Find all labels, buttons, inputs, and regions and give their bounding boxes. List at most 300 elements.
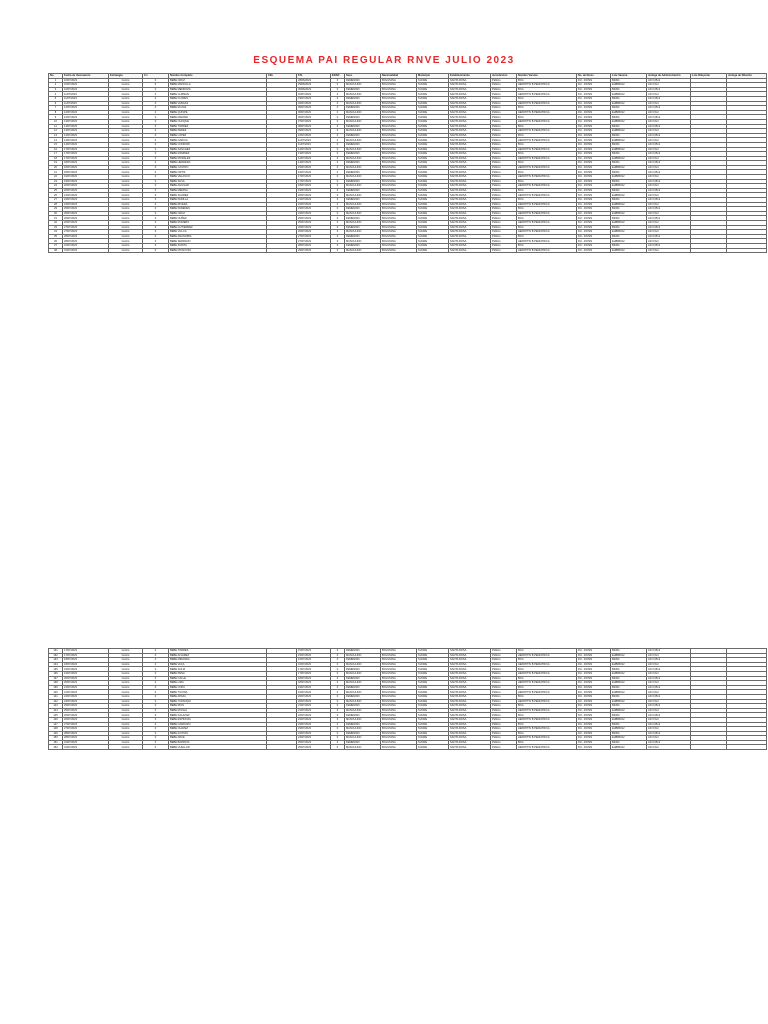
table-cell: 0 [331, 124, 345, 129]
table-cell: BOLIVIANA [381, 115, 417, 120]
table-cell: AD 0,05ml [647, 225, 691, 230]
table-cell: 0 [331, 207, 345, 212]
table-cell [267, 745, 297, 750]
table-cell: Centro [109, 216, 143, 221]
table-cell: DU - DOSIS [577, 658, 611, 663]
table-cell: BEBE CALLE [169, 676, 267, 681]
table-cell: 0 [143, 653, 169, 658]
table-cell: DU - DOSIS [577, 161, 611, 166]
table-cell: 14/07/2023 [63, 138, 109, 143]
table-cell: DU - DOSIS [577, 234, 611, 239]
table-cell: 0 [331, 110, 345, 115]
table-cell: SUCRE [417, 248, 449, 253]
table-cell: SANTA ROSA [449, 248, 491, 253]
table-cell: 08/07/2023 [297, 124, 331, 129]
table-cell: 0 [331, 225, 345, 230]
table-cell: BOLIVIANA [381, 230, 417, 235]
table-cell: 17/07/2023 [297, 179, 331, 184]
table-cell: MASCULINO [345, 193, 381, 198]
table-cell: MASCULINO [345, 699, 381, 704]
table-cell: BEBE HERRERA [169, 161, 267, 166]
table-cell: 0 [331, 106, 345, 111]
table-cell: BOLIVIANA [381, 225, 417, 230]
table-cell: SUCRE [417, 234, 449, 239]
table-cell: Centro [109, 147, 143, 152]
table-cell: B2304 [611, 649, 647, 654]
table-cell: BOLIVIANA [381, 731, 417, 736]
table-cell: 138 [49, 681, 63, 686]
table-cell: 18/07/2023 [63, 170, 109, 175]
table-cell: AD 0,5ml [647, 239, 691, 244]
table-cell: 19/07/2023 [63, 667, 109, 672]
table-cell: 23/07/2023 [297, 727, 331, 732]
table-cell: FEMENINO [345, 78, 381, 83]
table-cell: 17/07/2023 [297, 671, 331, 676]
table-cell: 18/07/2023 [297, 676, 331, 681]
table-cell: BEBE CONDORI [169, 142, 267, 147]
table-cell: Público [491, 193, 517, 198]
table-cell: AD 0,5ml [647, 202, 691, 207]
table-cell: BCG [517, 170, 577, 175]
table-cell: SANTA ROSA [449, 736, 491, 741]
table-cell: AD 0,5ml [647, 745, 691, 750]
table-cell: BOLIVIANA [381, 713, 417, 718]
table-cell: BEBE SALAZAR [169, 713, 267, 718]
table-cell: 16/07/2023 [297, 658, 331, 663]
table-cell: 24/07/2023 [297, 736, 331, 741]
table-cell: AD 0,05ml [647, 170, 691, 175]
table-cell: HEPATITIS B PEDIATRICA [517, 92, 577, 97]
table-cell: MASCULINO [345, 119, 381, 124]
table-cell: DU - DOSIS [577, 156, 611, 161]
table-cell: Público [491, 165, 517, 170]
table-cell: 0 [143, 207, 169, 212]
table-cell: 2 [49, 83, 63, 88]
table-cell: 24/07/2023 [63, 198, 109, 203]
table-cell: BEBE CARDOZO [169, 722, 267, 727]
table-cell: DU - DOSIS [577, 207, 611, 212]
table-row [49, 745, 767, 750]
column-header: Jurisdicción [491, 74, 517, 79]
table-cell: 0 [331, 708, 345, 713]
table-cell: BEBE ACOSTA [169, 731, 267, 736]
table-cell: BOLIVIANA [381, 124, 417, 129]
table-cell: 131 [49, 649, 63, 654]
table-cell: Centro [109, 101, 143, 106]
table-cell: 22 [49, 175, 63, 180]
table-cell: 0 [143, 216, 169, 221]
table-cell: SANTA ROSA [449, 690, 491, 695]
table-cell: Centro [109, 175, 143, 180]
table-cell: 148 [49, 727, 63, 732]
table-cell: MASCULINO [345, 129, 381, 134]
table-cell: SUCRE [417, 662, 449, 667]
table-cell: B2304 [611, 133, 647, 138]
table-cell: 13/07/2023 [297, 152, 331, 157]
table-cell: Público [491, 722, 517, 727]
table-cell: 0 [331, 662, 345, 667]
table-cell: SANTA ROSA [449, 727, 491, 732]
table-cell: HEPATITIS B PEDIATRICA [517, 221, 577, 226]
table-cell: DU - DOSIS [577, 694, 611, 699]
table-cell: 0 [143, 662, 169, 667]
table-cell: DU - DOSIS [577, 671, 611, 676]
table-cell: SUCRE [417, 129, 449, 134]
table-cell: BEBE CRUZ [169, 211, 267, 216]
table-cell: HEPATITIS B PEDIATRICA [517, 193, 577, 198]
table-cell: AD 0,05ml [647, 658, 691, 663]
table-cell: DU - DOSIS [577, 708, 611, 713]
table-cell: BOLIVIANA [381, 110, 417, 115]
table-cell: FEMENINO [345, 685, 381, 690]
table-cell: 25/07/2023 [297, 221, 331, 226]
table-cell: Centro [109, 106, 143, 111]
table-cell: BCG [517, 225, 577, 230]
table-cell: 149 [49, 731, 63, 736]
table-cell: HEPATITIS B PEDIATRICA [517, 138, 577, 143]
table-cell: BEBE SERRANO [169, 239, 267, 244]
table-cell: 36 [49, 239, 63, 244]
table-cell: SUCRE [417, 115, 449, 120]
table-cell: SANTA ROSA [449, 170, 491, 175]
table-cell: Centro [109, 110, 143, 115]
table-cell: 14/07/2023 [297, 156, 331, 161]
table-cell: MASCULINO [345, 138, 381, 143]
table-cell: B2304 [611, 124, 647, 129]
table-cell: AD 0,05ml [647, 179, 691, 184]
table-cell: 0 [331, 221, 345, 226]
table-cell: Centro [109, 243, 143, 248]
table-cell: BEBE ZURITA [169, 243, 267, 248]
table-cell: EHB80012 [611, 184, 647, 189]
table-cell: 10/07/2023 [63, 78, 109, 83]
table-cell: 12 [49, 129, 63, 134]
table-cell: BOLIVIANA [381, 179, 417, 184]
table-cell: Centro [109, 78, 143, 83]
table-cell: BOLIVIANA [381, 133, 417, 138]
table-cell: DU - DOSIS [577, 129, 611, 134]
table-cell: BEBE GUTIERREZ [169, 225, 267, 230]
table-cell: Centro [109, 87, 143, 92]
page-2 [0, 640, 768, 1024]
table-cell: BEBE PADILLA [169, 198, 267, 203]
table-cell: DU - DOSIS [577, 713, 611, 718]
table-cell: AD 0,05ml [647, 731, 691, 736]
table-cell: 0 [331, 736, 345, 741]
table-cell: 0 [331, 184, 345, 189]
table-cell: SUCRE [417, 740, 449, 745]
table-cell: 17/07/2023 [63, 156, 109, 161]
table-cell: 137 [49, 676, 63, 681]
table-cell: 37 [49, 243, 63, 248]
table-cell: Público [491, 129, 517, 134]
table-cell: 04/07/2023 [297, 101, 331, 106]
table-cell: HEPATITIS B PEDIATRICA [517, 211, 577, 216]
table-cell: 0 [331, 115, 345, 120]
table-cell: 24/07/2023 [63, 694, 109, 699]
table-cell: Centro [109, 165, 143, 170]
table-cell: 0 [331, 78, 345, 83]
table-cell: SUCRE [417, 161, 449, 166]
table-cell: EHB80012 [611, 239, 647, 244]
table-cell: 19/07/2023 [63, 671, 109, 676]
table-cell: EHB80012 [611, 138, 647, 143]
table-cell: 26 [49, 193, 63, 198]
table-cell: DU - DOSIS [577, 165, 611, 170]
table-cell: 0 [331, 681, 345, 686]
table-cell: BOLIVIANA [381, 193, 417, 198]
table-cell: HEPATITIS B PEDIATRICA [517, 165, 577, 170]
table-cell: Público [491, 92, 517, 97]
table-cell: FEMENINO [345, 152, 381, 157]
column-header: Jeringa de Dilución [727, 74, 767, 79]
table-cell: HEPATITIS B PEDIATRICA [517, 681, 577, 686]
table-cell: SUCRE [417, 699, 449, 704]
table-cell: SUCRE [417, 179, 449, 184]
table-cell: SANTA ROSA [449, 671, 491, 676]
table-cell: Centro [109, 170, 143, 175]
table-cell: SANTA ROSA [449, 175, 491, 180]
table-cell: 0 [331, 745, 345, 750]
table-cell: 5 [49, 96, 63, 101]
column-header: Lote Vacuna [611, 74, 647, 79]
table-cell: SANTA ROSA [449, 78, 491, 83]
table-cell: HEPATITIS B PEDIATRICA [517, 184, 577, 189]
table-cell: B2304 [611, 207, 647, 212]
table-cell: SUCRE [417, 106, 449, 111]
table-cell: DU - DOSIS [577, 78, 611, 83]
table-cell: BCG [517, 713, 577, 718]
table-cell: 31 [49, 216, 63, 221]
table-cell: BOLIVIANA [381, 667, 417, 672]
table-cell: 27/07/2023 [63, 225, 109, 230]
table-cell: B2304 [611, 170, 647, 175]
table-cell: HEPATITIS B PEDIATRICA [517, 727, 577, 732]
table-cell: FEMENINO [345, 106, 381, 111]
table-cell: AD 0,5ml [647, 717, 691, 722]
table-cell: FEMENINO [345, 722, 381, 727]
table-cell: SANTA ROSA [449, 92, 491, 97]
table-cell: BOLIVIANA [381, 239, 417, 244]
table-cell: 0 [143, 699, 169, 704]
table-cell: 19/07/2023 [63, 179, 109, 184]
table-cell: 18/07/2023 [63, 662, 109, 667]
table-cell: 0 [143, 225, 169, 230]
table-cell: 24/07/2023 [297, 731, 331, 736]
table-cell: MASCULINO [345, 202, 381, 207]
table-cell: Público [491, 142, 517, 147]
table-cell: BEBE GUZMAN [169, 92, 267, 97]
table-cell: 24/07/2023 [297, 211, 331, 216]
table-cell: BEBE SILVA [169, 179, 267, 184]
table-cell: Centro [109, 234, 143, 239]
table-cell: BEBE BARRIOS [169, 740, 267, 745]
table-cell: 17/07/2023 [297, 175, 331, 180]
table-cell: 0 [143, 184, 169, 189]
table-cell: BCG [517, 142, 577, 147]
table-cell: 0 [143, 239, 169, 244]
table-cell: 27/07/2023 [63, 727, 109, 732]
column-header: Nacionalidad [381, 74, 417, 79]
table-cell: Público [491, 699, 517, 704]
table-cell: Público [491, 188, 517, 193]
table-cell: 0 [331, 690, 345, 695]
table-cell: DU - DOSIS [577, 179, 611, 184]
table-cell: 11/07/2023 [63, 96, 109, 101]
table-cell: BCG [517, 658, 577, 663]
table-cell: BEBE VILLCA [169, 230, 267, 235]
table-cell: 0 [143, 731, 169, 736]
table-cell: FEMENINO [345, 704, 381, 709]
table-cell: 06/07/2023 [297, 115, 331, 120]
table-cell: DU - DOSIS [577, 87, 611, 92]
table-cell: DU - DOSIS [577, 685, 611, 690]
table-cell: 0 [143, 230, 169, 235]
table-cell: 0 [143, 147, 169, 152]
table-cell: Público [491, 161, 517, 166]
table-cell: SUCRE [417, 221, 449, 226]
table-cell: 26/07/2023 [63, 216, 109, 221]
table-cell: FEMENINO [345, 96, 381, 101]
table-cell: 31/07/2023 [63, 745, 109, 750]
table-cell: 25/07/2023 [297, 740, 331, 745]
table-cell: MASCULINO [345, 83, 381, 88]
table-cell: Centro [109, 230, 143, 235]
table-cell: SUCRE [417, 119, 449, 124]
table-cell: BOLIVIANA [381, 156, 417, 161]
table-cell: 27/07/2023 [297, 239, 331, 244]
table-cell: AD 0,5ml [647, 129, 691, 134]
table-cell: MASCULINO [345, 690, 381, 695]
table-cell: BOLIVIANA [381, 690, 417, 695]
table-cell: Público [491, 156, 517, 161]
table-cell: 6 [49, 101, 63, 106]
table-cell: SANTA ROSA [449, 662, 491, 667]
table-cell: 136 [49, 671, 63, 676]
table-cell: 13/07/2023 [63, 129, 109, 134]
table-cell: BEBE LOPEZ [169, 133, 267, 138]
table-cell: 18/07/2023 [63, 165, 109, 170]
table-cell: HEPATITIS B PEDIATRICA [517, 129, 577, 134]
table-cell: 32 [49, 221, 63, 226]
table-cell: 17/07/2023 [63, 147, 109, 152]
table-cell: BOLIVIANA [381, 147, 417, 152]
table-cell: Centro [109, 124, 143, 129]
table-cell: DU - DOSIS [577, 193, 611, 198]
table-cell: MASCULINO [345, 184, 381, 189]
table-cell: 15/07/2023 [297, 649, 331, 654]
table-cell: DU - DOSIS [577, 699, 611, 704]
table-cell: DU - DOSIS [577, 248, 611, 253]
table-cell: 24/07/2023 [63, 202, 109, 207]
table-cell: BEBE ARCE [169, 736, 267, 741]
table-cell: BOLIVIANA [381, 248, 417, 253]
column-header: Lote Diluyente [691, 74, 727, 79]
table-cell: 27 [49, 198, 63, 203]
table-cell: FEMENINO [345, 225, 381, 230]
table-cell: 144 [49, 708, 63, 713]
table-cell: 28/07/2023 [63, 234, 109, 239]
table-cell: 21/07/2023 [63, 193, 109, 198]
table-cell: HEPATITIS B PEDIATRICA [517, 708, 577, 713]
table-cell: 0 [143, 78, 169, 83]
table-cell: BCG [517, 124, 577, 129]
table-cell: 10 [49, 119, 63, 124]
table-cell: SANTA ROSA [449, 225, 491, 230]
table-cell: SUCRE [417, 198, 449, 203]
table-cell: 21/07/2023 [297, 198, 331, 203]
table-cell: MASCULINO [345, 175, 381, 180]
table-cell: MASCULINO [345, 101, 381, 106]
table-cell: 0 [143, 142, 169, 147]
table-cell: DU - DOSIS [577, 138, 611, 143]
table-cell: 26/07/2023 [63, 221, 109, 226]
table-cell: DU - DOSIS [577, 211, 611, 216]
table-cell: 0 [143, 188, 169, 193]
table-cell: Público [491, 106, 517, 111]
table-cell: SANTA ROSA [449, 110, 491, 115]
table-cell: 29/06/2023 [297, 83, 331, 88]
table-cell: Centro [109, 225, 143, 230]
table-cell: Público [491, 147, 517, 152]
table-cell: DU - DOSIS [577, 92, 611, 97]
table-cell: FEMENINO [345, 133, 381, 138]
table-cell: AD 0,5ml [647, 193, 691, 198]
table-cell: 12/07/2023 [63, 106, 109, 111]
table-cell: FEMENINO [345, 161, 381, 166]
table-cell: Público [491, 671, 517, 676]
table-cell: B2304 [611, 78, 647, 83]
table-cell: Público [491, 727, 517, 732]
table-cell: AD 0,05ml [647, 207, 691, 212]
table-cell: BEBE VELASCO [169, 175, 267, 180]
table-cell: 20/07/2023 [297, 193, 331, 198]
table-cell: 0 [331, 161, 345, 166]
table-cell: SUCRE [417, 147, 449, 152]
table-cell: HEPATITIS B PEDIATRICA [517, 699, 577, 704]
table-cell: BOLIVIANA [381, 161, 417, 166]
table-cell: 0 [143, 248, 169, 253]
table-cell: 17/07/2023 [297, 667, 331, 672]
table-cell: Centro [109, 138, 143, 143]
table-cell: MASCULINO [345, 662, 381, 667]
table-cell: 23 [49, 179, 63, 184]
table-cell: 0 [143, 110, 169, 115]
table-cell: AD 0,05ml [647, 133, 691, 138]
table-cell: 07/07/2023 [297, 119, 331, 124]
table-cell: EHB80012 [611, 681, 647, 686]
table-cell: Centro [109, 745, 143, 750]
table-cell: 0 [331, 156, 345, 161]
table-cell: SANTA ROSA [449, 156, 491, 161]
table-cell: 11/07/2023 [297, 138, 331, 143]
table-cell: SUCRE [417, 722, 449, 727]
table-cell: 25/07/2023 [63, 211, 109, 216]
column-header: Establecimiento [449, 74, 491, 79]
table-cell: SUCRE [417, 731, 449, 736]
table-cell: SANTA ROSA [449, 731, 491, 736]
table-cell: Público [491, 740, 517, 745]
table-cell: HEPATITIS B PEDIATRICA [517, 119, 577, 124]
table-cell: 18/07/2023 [297, 681, 331, 686]
table-cell: AD 0,05ml [647, 115, 691, 120]
table-cell: BOLIVIANA [381, 152, 417, 157]
table-cell: AD 0,05ml [647, 78, 691, 83]
table-cell: SANTA ROSA [449, 234, 491, 239]
table-cell: 15 [49, 142, 63, 147]
table-cell: SUCRE [417, 717, 449, 722]
table-cell: B2304 [611, 667, 647, 672]
